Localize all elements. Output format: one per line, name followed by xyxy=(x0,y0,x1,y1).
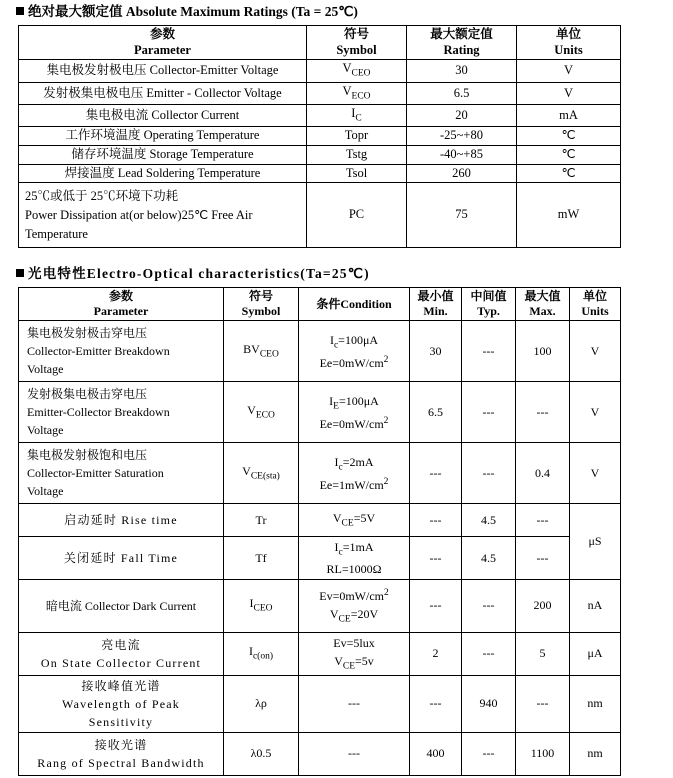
cell-min: --- xyxy=(410,579,462,632)
cell-condition: $I_c=100\mu A$ $Ee=0mW/cm^2$ xyxy=(299,321,410,382)
cell-symbol: $V_{CE(sta)}$ xyxy=(224,443,299,504)
cell-condition: --- xyxy=(299,732,410,775)
section-heading-absolute-maximum-ratings xyxy=(16,0,673,20)
table-row xyxy=(19,675,621,732)
cell-typ: --- xyxy=(462,382,516,443)
cell-min: --- xyxy=(410,537,462,580)
table-row xyxy=(19,105,621,127)
cell-min: 30 xyxy=(410,321,462,382)
cell-max: 0.4 xyxy=(516,443,570,504)
cell-symbol: $V_{ECO}$ xyxy=(307,82,407,104)
cell-min: 6.5 xyxy=(410,382,462,443)
cell-parameter: 启动延时 Rise time xyxy=(19,504,224,537)
cell-units: ℃ xyxy=(517,164,621,183)
cell-parameter: 暗电流 Collector Dark Current xyxy=(19,579,224,632)
cell-max: --- xyxy=(516,504,570,537)
cell-min: 400 xyxy=(410,732,462,775)
table-row xyxy=(19,504,621,537)
cell-symbol: $I_{CEO}$ xyxy=(224,579,299,632)
table-header-row xyxy=(19,288,621,321)
square-bullet-icon xyxy=(16,269,24,277)
column-header-symbol: 符号 Symbol xyxy=(224,288,299,321)
cell-symbol: Tr xyxy=(224,504,299,537)
cell-symbol: $I_C$ xyxy=(307,105,407,127)
column-header-rating: 最大额定值 Rating xyxy=(407,26,517,60)
cell-parameter: 25℃或低于 25℃环境下功耗 Power Dissipation at(or below)25℃ Free Air Temperature xyxy=(19,183,307,248)
cell-symbol: Tsol xyxy=(307,164,407,183)
column-header-min: 最小值 Min. xyxy=(410,288,462,321)
cell-max: --- xyxy=(516,382,570,443)
cell-typ: 4.5 xyxy=(462,537,516,580)
cell-symbol: λ0.5 xyxy=(224,732,299,775)
table-row xyxy=(19,443,621,504)
cell-min: --- xyxy=(410,504,462,537)
cell-units: nm xyxy=(570,732,621,775)
section-heading-electro-optical-characteristics xyxy=(16,262,673,282)
cell-symbol: Tstg xyxy=(307,146,407,165)
cell-min: --- xyxy=(410,675,462,732)
cell-rating: -25~+80 xyxy=(407,127,517,146)
cell-units: ℃ xyxy=(517,146,621,165)
cell-typ: --- xyxy=(462,732,516,775)
cell-parameter: 接收峰值光谱 Wavelength of Peak Sensitivity xyxy=(19,675,224,732)
cell-max: 100 xyxy=(516,321,570,382)
cell-max: --- xyxy=(516,537,570,580)
cell-units: μS xyxy=(570,504,621,580)
cell-max: --- xyxy=(516,675,570,732)
cell-condition: $I_c=2mA$ $Ee=1mW/cm^2$ xyxy=(299,443,410,504)
cell-typ: 4.5 xyxy=(462,504,516,537)
column-header-typ: 中间值 Typ. xyxy=(462,288,516,321)
cell-parameter: 集电极发射极饱和电压 Collector-Emitter Saturation Voltage xyxy=(19,443,224,504)
cell-symbol: Tf xyxy=(224,537,299,580)
cell-units: V xyxy=(517,60,621,82)
cell-parameter: 接收光谱 Rang of Spectral Bandwidth xyxy=(19,732,224,775)
cell-typ: --- xyxy=(462,579,516,632)
cell-symbol: PC xyxy=(307,183,407,248)
section-title-text: 光电特性Electro-Optical characteristics(Ta=25℃) xyxy=(28,266,370,282)
table-row xyxy=(19,537,621,580)
cell-units: nA xyxy=(570,579,621,632)
cell-typ: --- xyxy=(462,632,516,675)
table-header-row xyxy=(19,26,621,60)
cell-rating: 75 xyxy=(407,183,517,248)
cell-symbol: $I_{c(on)}$ xyxy=(224,632,299,675)
cell-max: 200 xyxy=(516,579,570,632)
column-header-condition: 条件Condition xyxy=(299,288,410,321)
table-row xyxy=(19,146,621,165)
cell-condition: $I_c=1mA$ RL=1000Ω xyxy=(299,537,410,580)
column-header-symbol: 符号 Symbol xyxy=(307,26,407,60)
cell-units: μA xyxy=(570,632,621,675)
table-row xyxy=(19,164,621,183)
cell-typ: --- xyxy=(462,443,516,504)
cell-max: 1100 xyxy=(516,732,570,775)
cell-rating: 30 xyxy=(407,60,517,82)
cell-parameter: 集电极发射极电压 Collector-Emitter Voltage xyxy=(19,60,307,82)
cell-rating: -40~+85 xyxy=(407,146,517,165)
cell-condition: $V_{CE}=5V$ xyxy=(299,504,410,537)
cell-min: --- xyxy=(410,443,462,504)
table-row xyxy=(19,127,621,146)
table-row xyxy=(19,382,621,443)
table-absolute-maximum-ratings xyxy=(18,25,621,248)
table-electro-optical-characteristics xyxy=(18,287,621,776)
cell-symbol: $BV_{CEO}$ xyxy=(224,321,299,382)
cell-symbol: $V_{ECO}$ xyxy=(224,382,299,443)
cell-parameter: 发射极集电极击穿电压 Emitter-Collector Breakdown Voltage xyxy=(19,382,224,443)
column-header-max: 最大值 Max. xyxy=(516,288,570,321)
cell-max: 5 xyxy=(516,632,570,675)
cell-condition: Ev=5lux $V_{CE}=5v$ xyxy=(299,632,410,675)
table-row xyxy=(19,60,621,82)
cell-parameter: 发射极集电极电压 Emitter - Collector Voltage xyxy=(19,82,307,104)
cell-rating: 20 xyxy=(407,105,517,127)
cell-symbol: λρ xyxy=(224,675,299,732)
cell-condition: $I_E=100\mu A$ $Ee=0mW/cm^2$ xyxy=(299,382,410,443)
square-bullet-icon xyxy=(16,7,24,15)
cell-min: 2 xyxy=(410,632,462,675)
cell-units: nm xyxy=(570,675,621,732)
cell-typ: 940 xyxy=(462,675,516,732)
cell-parameter: 集电极发射极击穿电压 Collector-Emitter Breakdown Voltage xyxy=(19,321,224,382)
cell-units: V xyxy=(570,321,621,382)
section-spacer xyxy=(0,248,673,262)
cell-units: V xyxy=(570,443,621,504)
cell-parameter: 集电极电流 Collector Current xyxy=(19,105,307,127)
cell-parameter: 工作环境温度 Operating Temperature xyxy=(19,127,307,146)
cell-symbol: Topr xyxy=(307,127,407,146)
cell-parameter: 关闭延时 Fall Time xyxy=(19,537,224,580)
cell-units: mA xyxy=(517,105,621,127)
table-row xyxy=(19,579,621,632)
cell-units: mW xyxy=(517,183,621,248)
column-header-units: 单位 Units xyxy=(517,26,621,60)
table-row xyxy=(19,321,621,382)
cell-units: V xyxy=(517,82,621,104)
cell-rating: 6.5 xyxy=(407,82,517,104)
cell-parameter: 亮电流 On State Collector Current xyxy=(19,632,224,675)
section-title-text: 绝对最大额定值 Absolute Maximum Ratings (Ta = 25℃) xyxy=(28,4,358,19)
cell-rating: 260 xyxy=(407,164,517,183)
cell-typ: --- xyxy=(462,321,516,382)
column-header-units: 单位 Units xyxy=(570,288,621,321)
cell-condition: --- xyxy=(299,675,410,732)
cell-parameter: 焊接温度 Lead Soldering Temperature xyxy=(19,164,307,183)
cell-units: ℃ xyxy=(517,127,621,146)
table-row xyxy=(19,732,621,775)
cell-units: V xyxy=(570,382,621,443)
column-header-parameter: 参数 Parameter xyxy=(19,26,307,60)
table-row xyxy=(19,82,621,104)
table-row xyxy=(19,183,621,248)
column-header-parameter: 参数 Parameter xyxy=(19,288,224,321)
cell-parameter: 储存环境温度 Storage Temperature xyxy=(19,146,307,165)
cell-condition: $Ev=0mW/cm^2$ $V_{CE}=20V$ xyxy=(299,579,410,632)
cell-symbol: $V_{CEO}$ xyxy=(307,60,407,82)
table-row xyxy=(19,632,621,675)
